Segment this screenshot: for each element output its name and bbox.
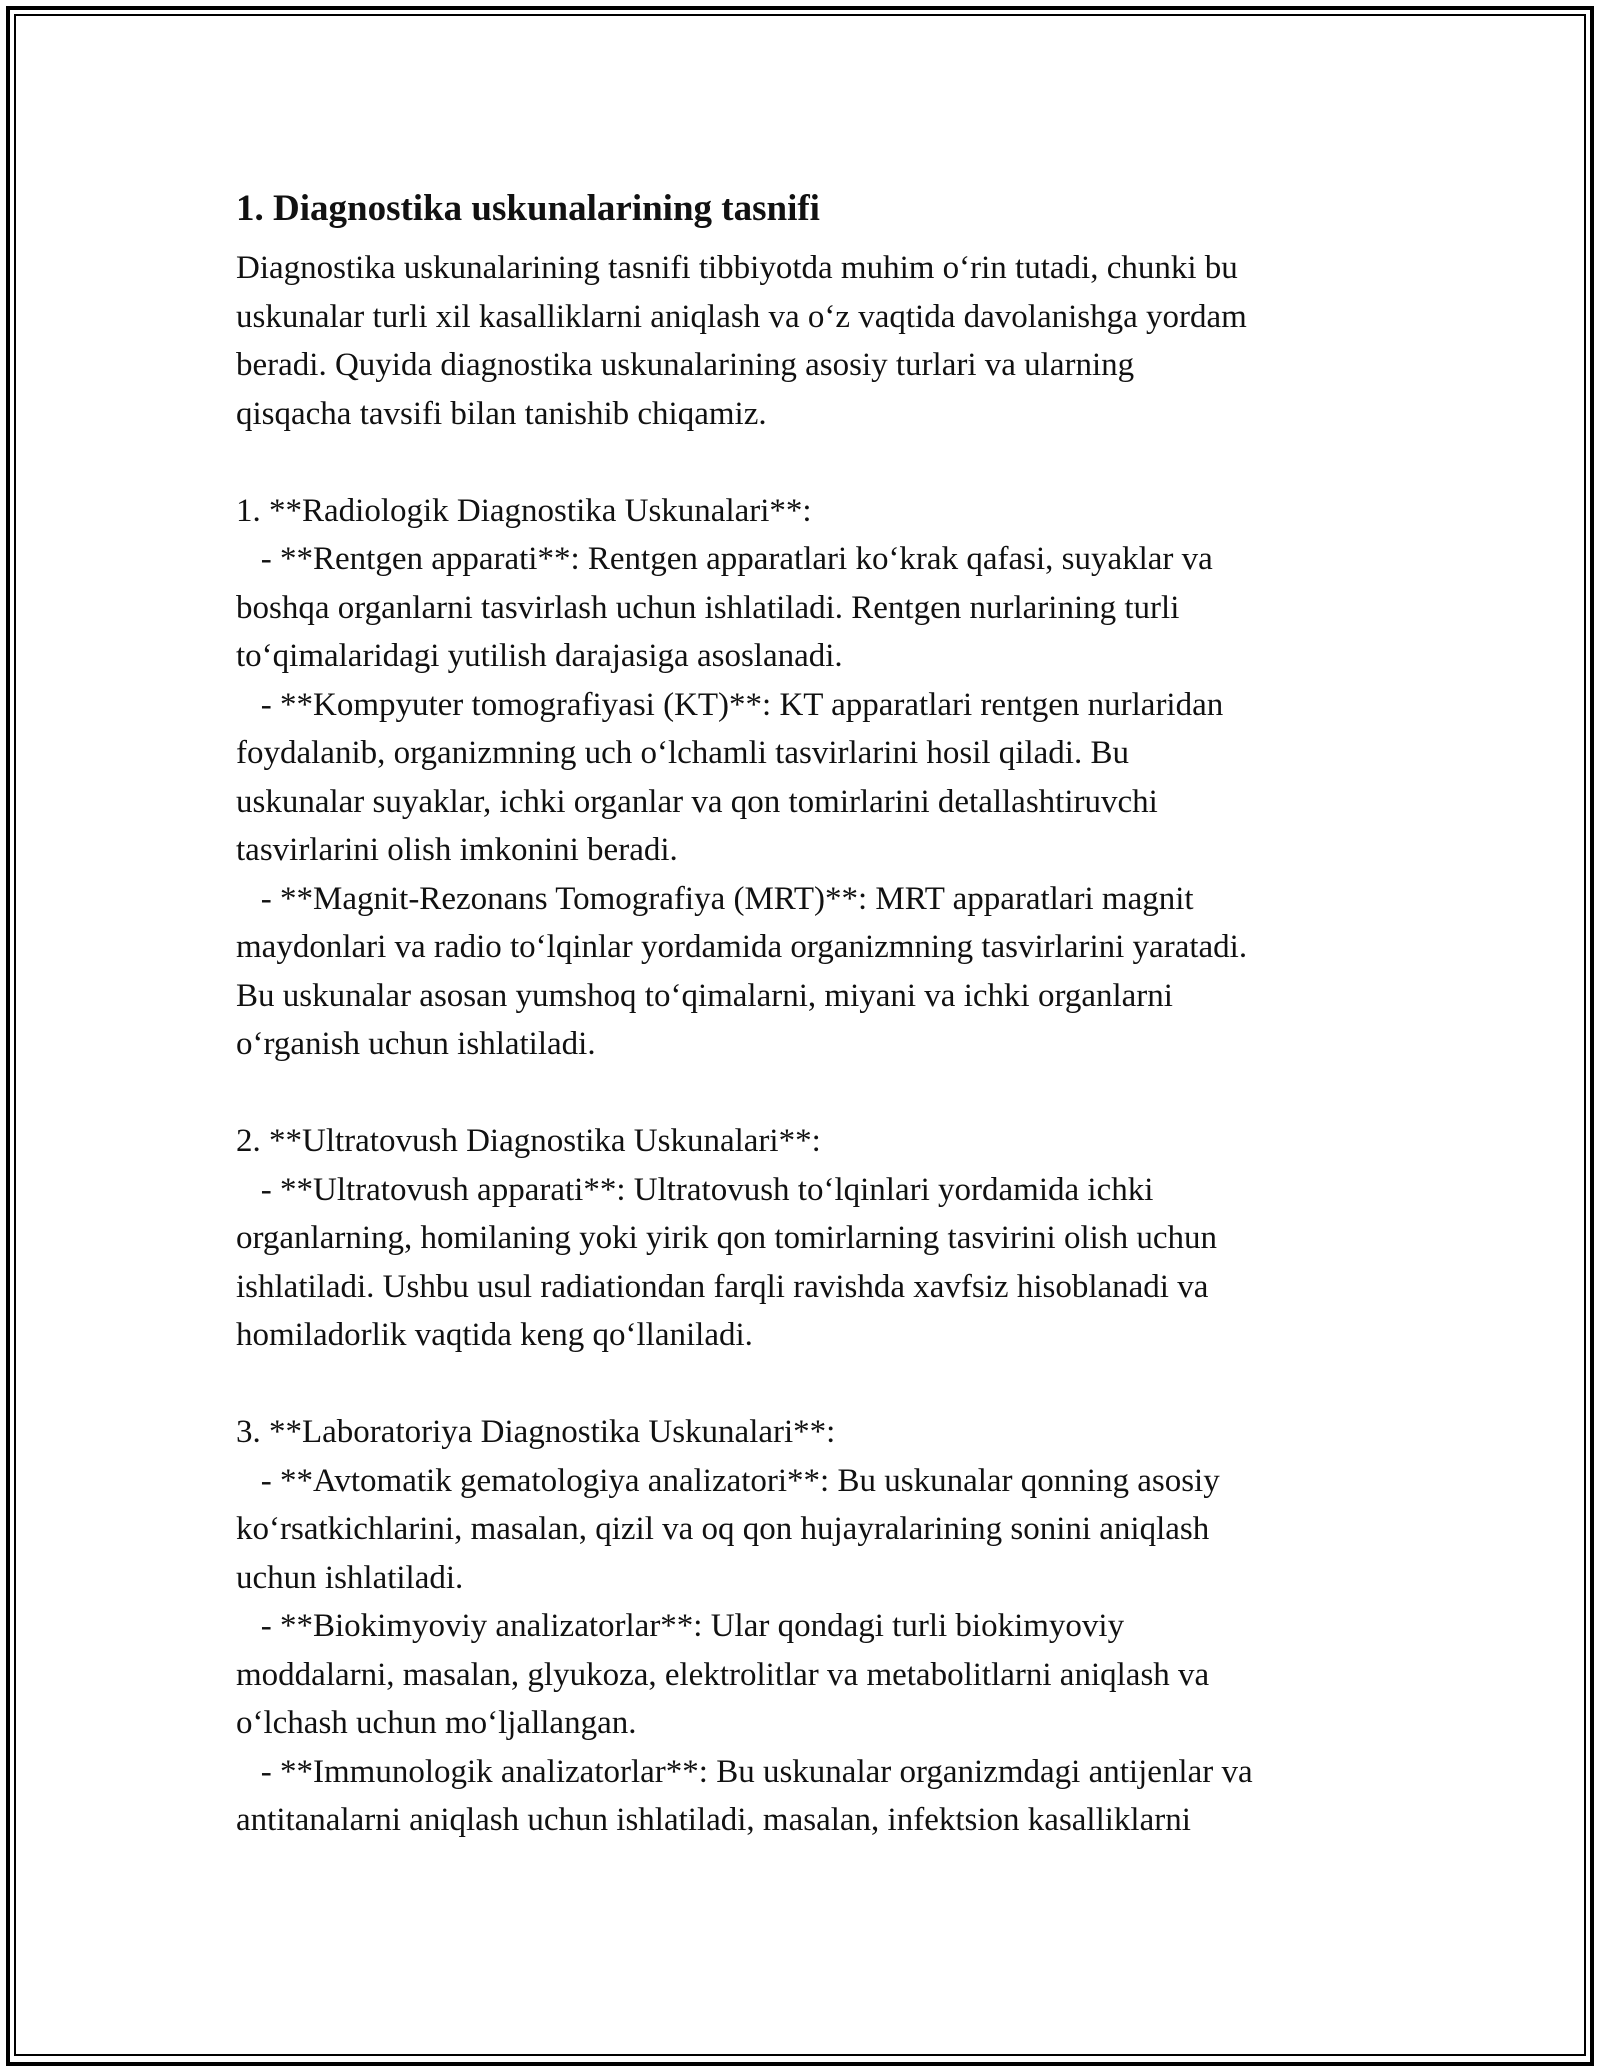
text-line: ko‘rsatkichlarini, masalan, qizil va oq qon hujayralarining sonini aniqlash [236, 1511, 1210, 1547]
text-line: o‘rganish uchun ishlatiladi. [236, 1026, 596, 1062]
text-line: to‘qimalaridagi yutilish darajasiga asoslanadi. [236, 638, 843, 674]
text-line: - **Ultratovush apparati**: Ultratovush to‘lqinlari yordamida ichki [236, 1171, 1154, 1208]
text-line: beradi. Quyida diagnostika uskunalarining asosiy turlari va ularning [236, 347, 1135, 383]
text-line: maydonlari va radio to‘lqinlar yordamida organizmning tasvirlarini yaratadi. [236, 929, 1248, 965]
text-line: uchun ishlatiladi. [236, 1559, 464, 1596]
text-line: - **Biokimyoviy analizatorlar**: Ular qondagi turli biokimyoviy [236, 1608, 1125, 1644]
text-line: moddalarni, masalan, glyukoza, elektrolitlar va metabolitlarni aniqlash va [236, 1656, 1210, 1693]
text-line: 2. **Ultratovush Diagnostika Uskunalari**: [236, 1123, 821, 1159]
text-line: uskunalar turli xil kasalliklarni aniqlash va o‘z vaqtida davolanishga yordam [236, 298, 1247, 335]
text-line: o‘lchash uchun mo‘ljallangan. [236, 1705, 637, 1741]
text-line: - **Immunologik analizatorlar**: Bu uskunalar organizmdagi antijenlar va [236, 1753, 1253, 1790]
text-line: - **Rentgen apparati**: Rentgen apparatlari ko‘krak qafasi, suyaklar va [236, 541, 1213, 577]
text-line: boshqa organlarni tasvirlash uchun ishlatiladi. Rentgen nurlarining turli [236, 589, 1180, 626]
text-line: Bu uskunalar asosan yumshoq to‘qimalarni, miyani va ichki organlarni [236, 977, 1173, 1014]
text-line: 1. **Radiologik Diagnostika Uskunalari**: [236, 492, 812, 529]
text-line [236, 438, 1376, 487]
text-line: antitanalarni aniqlash uchun ishlatiladi, masalan, infektsion kasalliklarni [236, 1802, 1191, 1838]
document-body [236, 186, 1376, 1845]
text-line [236, 1069, 1376, 1118]
text-line: foydalanib, organizmning uch o‘lchamli tasvirlarini hosil qiladi. Bu [236, 735, 1129, 771]
text-lines [236, 244, 1376, 1845]
text-line: Diagnostika uskunalarining tasnifi tibbiyotda muhim o‘rin tutadi, chunki bu [236, 250, 1238, 286]
text-line: tasvirlarini olish imkonini beradi. [236, 832, 678, 868]
text-line: - **Magnit-Rezonans Tomografiya (MRT)**: MRT apparatlari magnit [236, 880, 1194, 917]
text-line: ishlatiladi. Ushbu usul radiationdan farqli ravishda xavfsiz hisoblanadi va [236, 1268, 1209, 1305]
text-line: organlarning, homilaning yoki yirik qon tomirlarning tasvirini olish uchun [236, 1220, 1218, 1256]
text-line: homiladorlik vaqtida keng qo‘llaniladi. [236, 1317, 753, 1353]
text-line: - **Kompyuter tomografiyasi (KT)**: KT apparatlari rentgen nurlaridan [236, 686, 1224, 723]
text-line: - **Avtomatik gematologiya analizatori**: Bu uskunalar qonning asosiy [236, 1462, 1220, 1499]
text-line: uskunalar suyaklar, ichki organlar va qon tomirlarini detallashtiruvchi [236, 783, 1158, 820]
text-line: qisqacha tavsifi bilan tanishib chiqamiz. [236, 395, 767, 432]
text-line: 3. **Laboratoriya Diagnostika Uskunalari**: [236, 1414, 836, 1450]
section-heading: 1. Diagnostika uskunalarining tasnifi [236, 188, 820, 229]
text-line [236, 1360, 1376, 1409]
